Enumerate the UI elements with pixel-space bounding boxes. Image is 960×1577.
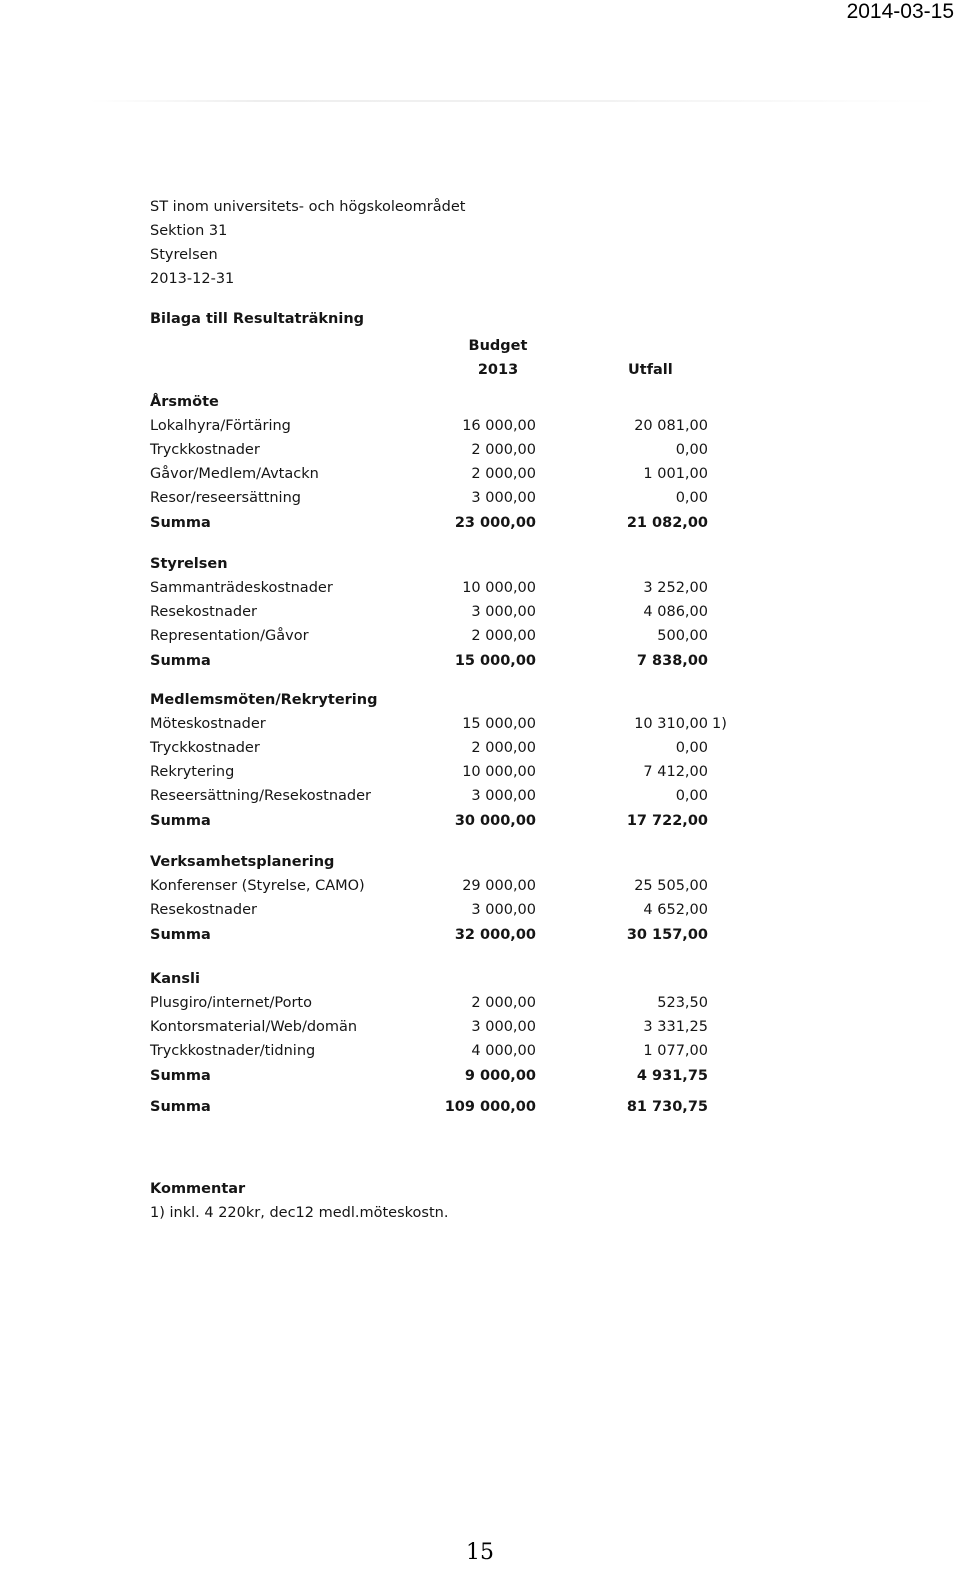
sum-row bbox=[150, 649, 870, 673]
document-title: Bilaga till Resultaträkning bbox=[150, 311, 365, 327]
sum-row bbox=[150, 923, 870, 947]
row-label: Summa bbox=[150, 515, 211, 531]
budget-value: 2 000,00 bbox=[471, 466, 536, 482]
utfall-value: 30 157,00 bbox=[626, 927, 708, 943]
budget-value: 3 000,00 bbox=[471, 788, 536, 804]
row-label: Tryckkostnader bbox=[150, 442, 260, 458]
group-title bbox=[150, 390, 870, 414]
row-label: Tryckkostnader bbox=[150, 740, 260, 756]
utfall-value: 0,00 bbox=[675, 740, 708, 756]
table-row bbox=[150, 1039, 870, 1063]
budget-value: 29 000,00 bbox=[462, 878, 536, 894]
row-label: Summa bbox=[150, 653, 211, 669]
table-row bbox=[150, 736, 870, 760]
group-title-text: Årsmöte bbox=[150, 394, 219, 410]
budget-value: 2 000,00 bbox=[471, 740, 536, 756]
table-row bbox=[150, 760, 870, 784]
utfall-value: 3 331,25 bbox=[643, 1019, 708, 1035]
table-row bbox=[150, 462, 870, 486]
utfall-value: 500,00 bbox=[657, 628, 708, 644]
budget-value: 9 000,00 bbox=[464, 1068, 536, 1084]
scan-artifact-line bbox=[90, 100, 940, 102]
row-label: Resekostnader bbox=[150, 604, 257, 620]
utfall-value: 0,00 bbox=[675, 490, 708, 506]
utfall-value: 81 730,75 bbox=[626, 1099, 708, 1115]
budget-value: 10 000,00 bbox=[462, 580, 536, 596]
budget-value: 15 000,00 bbox=[454, 653, 536, 669]
comment-text bbox=[150, 1201, 870, 1225]
group-title bbox=[150, 552, 870, 576]
budget-value: 10 000,00 bbox=[462, 764, 536, 780]
page-number: 15 bbox=[466, 1540, 494, 1565]
budget-label: Budget bbox=[468, 338, 528, 354]
utfall-value: 4 652,00 bbox=[643, 902, 708, 918]
budget-value: 23 000,00 bbox=[454, 515, 536, 531]
row-label: Summa bbox=[150, 1099, 211, 1115]
budget-value: 3 000,00 bbox=[471, 902, 536, 918]
table-row bbox=[150, 898, 870, 922]
budget-value: 32 000,00 bbox=[454, 927, 536, 943]
table-row bbox=[150, 1015, 870, 1039]
row-label: Summa bbox=[150, 927, 211, 943]
comment-text-value: 1) inkl. 4 220kr, dec12 medl.möteskostn. bbox=[150, 1205, 449, 1221]
row-label: Sammanträdeskostnader bbox=[150, 580, 333, 596]
document-body bbox=[150, 195, 727, 1221]
row-label: Möteskostnader bbox=[150, 716, 266, 732]
row-label: Reseersättning/Resekostnader bbox=[150, 788, 371, 804]
utfall-value: 10 310,00 bbox=[634, 716, 708, 732]
comment-title bbox=[150, 1177, 870, 1201]
row-label: Representation/Gåvor bbox=[150, 628, 309, 644]
table-row bbox=[150, 438, 870, 462]
table-row bbox=[150, 414, 870, 438]
row-label: Lokalhyra/Förtäring bbox=[150, 418, 291, 434]
utfall-value: 4 931,75 bbox=[636, 1068, 708, 1084]
budget-value: 3 000,00 bbox=[471, 490, 536, 506]
group-title-text: Kansli bbox=[150, 971, 200, 987]
budget-value: 15 000,00 bbox=[462, 716, 536, 732]
utfall-value: 25 505,00 bbox=[634, 878, 708, 894]
group-title bbox=[150, 967, 870, 991]
utfall-value: 523,50 bbox=[657, 995, 708, 1011]
utfall-value: 0,00 bbox=[675, 788, 708, 804]
table-row bbox=[150, 874, 870, 898]
row-label: Summa bbox=[150, 1068, 211, 1084]
utfall-value: 17 722,00 bbox=[626, 813, 708, 829]
utfall-value: 1 077,00 bbox=[643, 1043, 708, 1059]
row-label: Resekostnader bbox=[150, 902, 257, 918]
group-title-text: Styrelsen bbox=[150, 556, 228, 572]
budget-value: 4 000,00 bbox=[471, 1043, 536, 1059]
group-title bbox=[150, 850, 870, 874]
table-row bbox=[150, 600, 870, 624]
row-label: Kontorsmaterial/Web/domän bbox=[150, 1019, 358, 1035]
print-date: 2014-03-15 bbox=[846, 0, 954, 23]
budget-value: 3 000,00 bbox=[471, 604, 536, 620]
utfall-value: 4 086,00 bbox=[643, 604, 708, 620]
board-name: Styrelsen bbox=[150, 247, 218, 263]
utfall-header: Utfall bbox=[628, 362, 673, 378]
row-label: Plusgiro/internet/Porto bbox=[150, 995, 312, 1011]
row-label: Tryckkostnader/tidning bbox=[150, 1043, 316, 1059]
group-title-text: Medlemsmöten/Rekrytering bbox=[150, 692, 378, 708]
budget-value: 30 000,00 bbox=[454, 813, 536, 829]
document-date: 2013-12-31 bbox=[150, 271, 235, 287]
sum-row bbox=[150, 1064, 870, 1088]
utfall-value: 21 082,00 bbox=[626, 515, 708, 531]
row-note: 1) bbox=[712, 716, 727, 732]
sum-row bbox=[150, 511, 870, 535]
table-row bbox=[150, 712, 870, 736]
budget-year: 2013 bbox=[477, 362, 519, 378]
table-row bbox=[150, 486, 870, 510]
utfall-value: 7 412,00 bbox=[643, 764, 708, 780]
sum-row bbox=[150, 809, 870, 833]
org-name: ST inom universitets- och högskoleområdet bbox=[150, 199, 466, 215]
utfall-value: 3 252,00 bbox=[643, 580, 708, 596]
utfall-value: 1 001,00 bbox=[643, 466, 708, 482]
utfall-value: 7 838,00 bbox=[636, 653, 708, 669]
utfall-value: 20 081,00 bbox=[634, 418, 708, 434]
budget-value: 109 000,00 bbox=[444, 1099, 536, 1115]
budget-value: 2 000,00 bbox=[471, 995, 536, 1011]
section-name: Sektion 31 bbox=[150, 223, 228, 239]
budget-value: 2 000,00 bbox=[471, 628, 536, 644]
table-row bbox=[150, 784, 870, 808]
group-title-text: Verksamhetsplanering bbox=[150, 854, 335, 870]
comment-title-text: Kommentar bbox=[150, 1181, 246, 1197]
budget-header bbox=[468, 334, 528, 382]
budget-value: 16 000,00 bbox=[462, 418, 536, 434]
table-row bbox=[150, 991, 870, 1015]
group-title bbox=[150, 688, 870, 712]
utfall-value: 0,00 bbox=[675, 442, 708, 458]
row-label: Resor/reseersättning bbox=[150, 490, 301, 506]
row-label: Konferenser (Styrelse, CAMO) bbox=[150, 878, 365, 894]
row-label: Summa bbox=[150, 813, 211, 829]
budget-value: 2 000,00 bbox=[471, 442, 536, 458]
budget-value: 3 000,00 bbox=[471, 1019, 536, 1035]
row-label: Gåvor/Medlem/Avtackn bbox=[150, 466, 319, 482]
total-sum-row bbox=[150, 1095, 870, 1119]
table-row bbox=[150, 624, 870, 648]
table-row bbox=[150, 576, 870, 600]
row-label: Rekrytering bbox=[150, 764, 235, 780]
